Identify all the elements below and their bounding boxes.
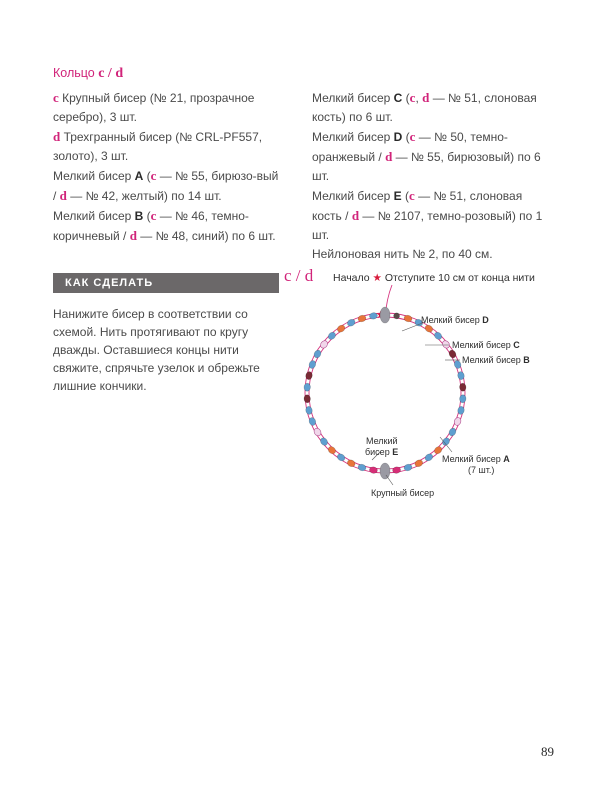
bead-a (457, 371, 465, 380)
label-bead-a: Мелкий бисер A (442, 454, 510, 464)
bead-c (319, 339, 329, 349)
bead-b (448, 349, 458, 359)
material-item-thread: Нейлоновая нить № 2, по 40 см. (312, 247, 493, 261)
label-bead-a-count: (7 шт.) (468, 465, 495, 475)
diagram-code: c / d (284, 266, 314, 285)
material-item: Мелкий бисер B (c — № 46, темно-коричневый / d — № 48, синий) по 6 шт. (53, 208, 276, 243)
bead-a (457, 406, 465, 415)
bead-large (380, 307, 390, 323)
diagram-start-note: Начало ★ Отступите 10 см от конца нити (333, 272, 535, 284)
bead-b (459, 383, 466, 391)
label-bead-d: Мелкий бисер D (421, 315, 489, 325)
star-icon: ★ (372, 272, 382, 284)
bead-c (441, 339, 451, 349)
label-bead-e-line2: бисер E (365, 447, 399, 457)
label-bead-c: Мелкий бисер C (452, 340, 520, 350)
material-item: Мелкий бисер C (c, d — № 51, слоновая кость) по 6 шт. (312, 90, 537, 124)
bead-a (304, 383, 311, 391)
bead-a (313, 349, 323, 359)
label-bead-b: Мелкий бисер B (462, 355, 530, 365)
material-item: d Трехгранный бисер (№ CRL-PF557, золото), 3 шт. (53, 129, 263, 163)
bead-a (336, 453, 346, 463)
bead-a (319, 436, 329, 446)
bead-d (414, 459, 424, 468)
page-number: 89 (541, 744, 554, 759)
material-item: Мелкий бисер E (c — № 51, слоновая кость / d — № 2107, темно-розовый) по 1 шт. (312, 188, 543, 242)
bead-a (424, 453, 434, 463)
bead-e (392, 466, 401, 474)
bead-d (424, 324, 434, 334)
bead-a (327, 331, 337, 341)
bead-b (305, 371, 313, 380)
label-bead-e-line1: Мелкий (366, 436, 398, 446)
material-item: Мелкий бисер A (c — № 55, бирюзо-вый / d — № 42, желтый) по 14 шт. (53, 168, 279, 203)
label-large-bead: Крупный бисер (371, 488, 435, 498)
bead-b (304, 395, 311, 403)
bead-d (327, 445, 337, 455)
bead-d (346, 459, 356, 468)
bead-a (441, 436, 451, 446)
bead-e (369, 466, 378, 474)
bead-a (346, 318, 356, 327)
howto-header: КАК СДЕЛАТЬ (53, 273, 279, 293)
bead-a (433, 331, 443, 341)
material-item: Мелкий бисер D (c — № 50, темно-оранжевый / d — № 55, бирюзовый) по 6 шт. (312, 129, 541, 183)
bead-large (380, 463, 390, 479)
bead-a (305, 406, 313, 415)
howto-text: Нанижите бисер в соответствии со схемой. Нить протягивают по кругу дважды. Оставшиеся концы нити свяжите, спрячьте узелок и обрежьте лишние кончики. (53, 307, 260, 393)
bead-d (336, 324, 346, 334)
bead-a (459, 395, 466, 403)
section-title: Кольцо c / d (53, 66, 124, 81)
material-item: c Крупный бисер (№ 21, прозрачное серебро), 3 шт. (53, 90, 255, 124)
bead-a (448, 427, 458, 437)
bead-c (313, 427, 323, 437)
